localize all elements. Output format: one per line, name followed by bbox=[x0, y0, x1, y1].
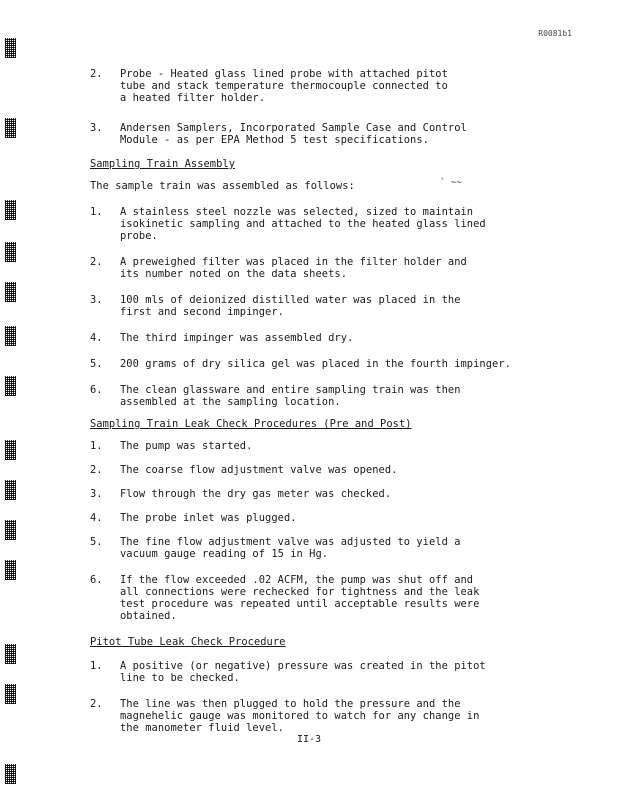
binder-hole bbox=[5, 644, 16, 664]
item-text: If the flow exceeded .02 ACFM, the pump was shut off and all connections were rechecked for tightness and the leak test procedure was repeated until acceptable results were obtained. bbox=[120, 574, 480, 622]
section-intro bbox=[90, 180, 580, 192]
item-number: 3. bbox=[90, 122, 103, 134]
item-text: The line was then plugged to hold the pressure and the magnehelic gauge was monitored to watch for any change in the manometer fluid level. bbox=[120, 698, 480, 734]
item-number: 4. bbox=[90, 332, 103, 344]
item-text: The third impinger was assembled dry. bbox=[120, 332, 354, 344]
list-item bbox=[90, 536, 580, 560]
binder-hole bbox=[5, 520, 16, 540]
item-text: Probe - Heated glass lined probe with attached pitot tube and stack temperature thermocouple connected to a heated filter holder. bbox=[120, 68, 448, 104]
section-heading: Pitot Tube Leak Check Procedure bbox=[90, 636, 286, 648]
binder-hole bbox=[5, 376, 16, 396]
section-heading: Sampling Train Assembly bbox=[90, 158, 236, 170]
binder-hole bbox=[5, 560, 16, 580]
list-item bbox=[90, 256, 580, 280]
list-item bbox=[90, 698, 580, 734]
item-number: 1. bbox=[90, 440, 103, 452]
list-item bbox=[90, 464, 580, 476]
item-number: 6. bbox=[90, 574, 103, 586]
binder-hole bbox=[5, 326, 16, 346]
binder-holes bbox=[3, 30, 23, 800]
item-text: Flow through the dry gas meter was checked. bbox=[120, 488, 392, 500]
list-item bbox=[90, 660, 580, 684]
list-item bbox=[90, 384, 580, 408]
item-text: A stainless steel nozzle was selected, sized to maintain isokinetic sampling and attached to the heated glass lined probe. bbox=[120, 206, 486, 242]
item-number: 5. bbox=[90, 536, 103, 548]
handwritten-mark: ` ~~ bbox=[440, 178, 462, 188]
binder-hole bbox=[5, 282, 16, 302]
binder-hole bbox=[5, 118, 16, 138]
item-number: 3. bbox=[90, 488, 103, 500]
list-item bbox=[90, 488, 580, 500]
item-text: The pump was started. bbox=[120, 440, 253, 452]
item-number: 1. bbox=[90, 660, 103, 672]
list-item bbox=[90, 574, 580, 622]
item-number: 2. bbox=[90, 464, 103, 476]
item-text: The fine flow adjustment valve was adjusted to yield a vacuum gauge reading of 15 in Hg. bbox=[120, 536, 461, 560]
item-text: A preweighed filter was placed in the filter holder and its number noted on the data sheets. bbox=[120, 256, 467, 280]
binder-hole bbox=[5, 764, 16, 784]
item-number: 5. bbox=[90, 358, 103, 370]
item-number: 1. bbox=[90, 206, 103, 218]
item-text: 200 grams of dry silica gel was placed in the fourth impinger. bbox=[120, 358, 511, 370]
binder-hole bbox=[5, 200, 16, 220]
intro-text: The sample train was assembled as follows: bbox=[90, 180, 355, 192]
list-item bbox=[90, 358, 580, 370]
list-item bbox=[90, 294, 580, 318]
document-id: R0081b1 bbox=[538, 29, 572, 38]
section-heading: Sampling Train Leak Check Procedures (Pre and Post) bbox=[90, 418, 412, 430]
item-text: A positive (or negative) pressure was created in the pitot line to be checked. bbox=[120, 660, 486, 684]
binder-hole bbox=[5, 684, 16, 704]
binder-hole bbox=[5, 242, 16, 262]
binder-hole bbox=[5, 38, 16, 58]
list-item bbox=[90, 440, 580, 452]
binder-hole bbox=[5, 480, 16, 500]
item-number: 4. bbox=[90, 512, 103, 524]
item-text: The coarse flow adjustment valve was opened. bbox=[120, 464, 398, 476]
item-number: 2. bbox=[90, 256, 103, 268]
binder-hole bbox=[5, 440, 16, 460]
item-text: The probe inlet was plugged. bbox=[120, 512, 297, 524]
list-item bbox=[90, 206, 580, 242]
equipment-item bbox=[90, 68, 580, 104]
item-number: 2. bbox=[90, 698, 103, 710]
item-number: 3. bbox=[90, 294, 103, 306]
list-item bbox=[90, 512, 580, 524]
page-number: II-3 bbox=[296, 734, 322, 745]
item-text: Andersen Samplers, Incorporated Sample Case and Control Module - as per EPA Method 5 test specifications. bbox=[120, 122, 467, 146]
document-body bbox=[90, 68, 580, 734]
item-text: 100 mls of deionized distilled water was placed in the first and second impinger. bbox=[120, 294, 461, 318]
equipment-item bbox=[90, 122, 580, 146]
item-number: 2. bbox=[90, 68, 103, 80]
list-item bbox=[90, 332, 580, 344]
item-text: The clean glassware and entire sampling train was then assembled at the sampling location. bbox=[120, 384, 461, 408]
item-number: 6. bbox=[90, 384, 103, 396]
